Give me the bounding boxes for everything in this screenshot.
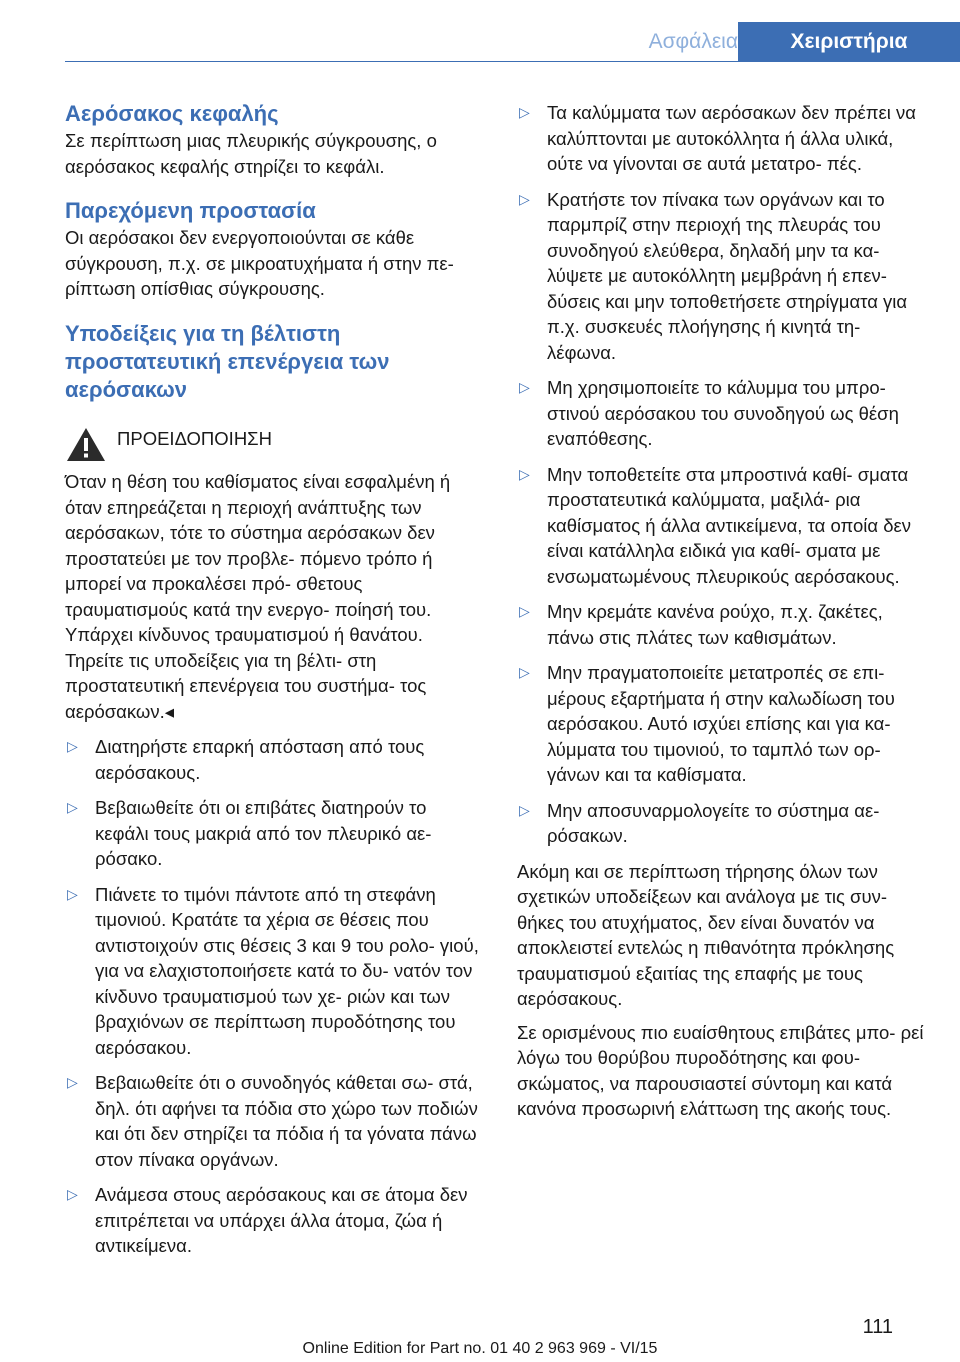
heading-protection: Παρεχόμενη προστασία bbox=[65, 198, 316, 223]
list-item: ▷ Μην αποσυναρμολογείτε το σύστημα αε‐ ρόσακων. bbox=[519, 799, 880, 846]
bullet-triangle-icon: ▷ bbox=[519, 664, 530, 680]
bullet-triangle-icon: ▷ bbox=[67, 1074, 78, 1090]
heading-head-airbag: Αερόσακος κεφαλής bbox=[65, 101, 279, 126]
bullet-triangle-icon: ▷ bbox=[67, 885, 78, 902]
list-item: ▷ Ανάμεσα στους αερόσακους και σε άτομα δεν επιτρέπεται να υπάρχει άλλα άτομα, ζώα ή αντικείμενα. bbox=[67, 1184, 468, 1256]
right-column bbox=[517, 100, 932, 1130]
bullet-triangle-icon: ▷ bbox=[519, 603, 530, 619]
paragraph-hearing: Σε ορισμένους πιο ευαίσθητους επιβάτες μπο‐ ρεί λόγω του θορύβου πυροδότησης και φου‐ σκώματος, να παρουσιαστεί σύντομη και κατά κανόνα προσωρινή ελάττωση της ακοής τους. bbox=[517, 1021, 924, 1119]
list-item: ▷ Πιάνετε το τιμόνι πάντοτε από τη στεφάνη τιμονιού. Κρατάτε τα χέρια σε θέσεις που αντιστοιχούν στις θέσεις 3 και 9 του ρολο‐ γιού, για να ελαχιστοποιήσετε κατά το δυ‐ νατόν τον κίνδυνο τραυματισμού των χε‐ ριών και των βραχιόνων σε περίπτωση πυροδότησης του αερόσακου. bbox=[67, 883, 479, 1058]
left-column bbox=[65, 100, 480, 1269]
warning-title: ΠΡΟΕΙΔΟΠΟΙΗΣΗ bbox=[117, 427, 272, 449]
list-item: ▷ Μη χρησιμοποιείτε το κάλυμμα του μπρο‐ στινού αερόσακου του συνοδηγού ως θέση εναπόθεσης. bbox=[519, 377, 899, 449]
list-item: ▷ Μην πραγματοποιείτε μετατροπές σε επι‐ μέρους εξαρτήματα ή στην καλωδίωση του αερόσακου. Αυτό ισχύει επίσης και για κα‐ λύμματα του τιμονιού, το ταμπλό των ορ‐ γάνων και τα καθίσματα. bbox=[519, 662, 895, 785]
bullet-triangle-icon: ▷ bbox=[519, 379, 530, 395]
bullet-triangle-icon: ▷ bbox=[67, 799, 78, 815]
list-item: ▷ Διατηρήστε επαρκή απόσταση από τους αερόσακους. bbox=[67, 736, 425, 783]
warning-triangle-icon bbox=[65, 426, 107, 470]
bullet-triangle-icon: ▷ bbox=[519, 190, 530, 207]
bullet-triangle-icon: ▷ bbox=[519, 104, 530, 120]
paragraph-head-airbag: Σε περίπτωση μιας πλευρικής σύγκρουσης, ο αερόσακος κεφαλής στηρίζει το κεφάλι. bbox=[65, 130, 437, 177]
warning-text: Όταν η θέση του καθίσματος είναι εσφαλμένη ή όταν επηρεάζεται η περιοχή ανάπτυξης των αερόσακων, τότε το σύστημα αερόσακων δεν προστατεύει με τον προβλε‐ πόμενο τρόπο ή μπορεί να προκαλέσει πρό‐ σθετους τραυματισμούς κατά την ενεργο‐ ποίησή του. Υπάρχει κίνδυνος τραυματισμού ή θανάτου. Τηρείτε τις υποδείξεις για τη βέλτι‐ στη προστατευτική επενέργεια του συστήμα‐ τος αερόσακων.◂ bbox=[65, 471, 451, 722]
page-number: 111 bbox=[862, 1316, 893, 1338]
list-item: ▷ Τα καλύμματα των αερόσακων δεν πρέπει να καλύπτονται με αυτοκόλλητα ή άλλα υλικά, ούτε να γίνονται σε αυτά μετατρο‐ πές. bbox=[519, 102, 916, 174]
bullet-triangle-icon: ▷ bbox=[67, 738, 78, 754]
list-item: ▷ Βεβαιωθείτε ότι ο συνοδηγός κάθεται σω‐ στά, δηλ. ότι αφήνει τα πόδια στο χώρο των ποδιών και ότι δεν στηρίζει τα πόδια ή τα γόνατα πάνω στον πίνακα οργάνων. bbox=[67, 1072, 478, 1170]
warning-block bbox=[65, 424, 480, 470]
header-chapter-tab: Χειριστήρια bbox=[738, 22, 960, 62]
right-bullet-list bbox=[517, 100, 932, 849]
paragraph-protection: Οι αερόσακοι δεν ενεργοποιούνται σε κάθε σύγκρουση, π.χ. σε μικροατυχήματα ή στην πε‐ ρίπτωση οπίσθιας σύγκρουσης. bbox=[65, 227, 454, 299]
list-item: ▷ Βεβαιωθείτε ότι οι επιβάτες διατηρούν το κεφάλι τους μακριά από τον πλευρικό αε‐ ρόσακο. bbox=[67, 797, 432, 869]
header-section-label: Ασφάλεια bbox=[648, 30, 738, 53]
bullet-triangle-icon: ▷ bbox=[67, 1186, 78, 1202]
list-item: ▷ Κρατήστε τον πίνακα των οργάνων και το παρμπρίζ στην περιοχή της πλευράς του συνοδηγού ελεύθερα, δηλαδή μην τα κα‐ λύψετε με αυτοκόλλητη μεμβράνη ή επεν‐ δύσεις και μην τοποθετήσετε στηρίγματα για π.χ. συσκευές πλοήγησης ή κινητά τη‐ λέφωνα. bbox=[519, 188, 908, 363]
list-item: ▷ Μην κρεμάτε κανένα ρούχο, π.χ. ζακέτες, πάνω στις πλάτες των καθισμάτων. bbox=[519, 601, 883, 648]
bullet-triangle-icon: ▷ bbox=[519, 801, 530, 818]
page-header bbox=[0, 0, 960, 62]
left-bullet-list bbox=[65, 734, 480, 1259]
list-item: ▷ Μην τοποθετείτε στα μπροστινά καθί‐ σματα προστατευτικά καλύμματα, μαξιλά‐ ρια καθίσματος ή άλλα αντικείμενα, τα οποία δεν είναι κατάλληλα ειδικά για καθί‐ σματα με ενσωματωμένους πλευρικούς αερόσακους. bbox=[519, 463, 912, 587]
bullet-triangle-icon: ▷ bbox=[519, 465, 530, 482]
heading-guidelines: Υποδείξεις για τη βέλτιστη προστατευτική επενέργεια των αερόσακων bbox=[65, 320, 390, 402]
paragraph-residual-risk: Ακόμη και σε περίπτωση τήρησης όλων των σχετικών υποδείξεων και ανάλογα με τις συν‐ θήκες του ατυχήματος, δεν είναι δυνατόν να αποκλειστεί εντελώς η πιθανότητα πρόκλησης τραυματισμού εξαιτίας της επαφής με τους αερόσακους. bbox=[517, 860, 895, 1009]
header-rule bbox=[65, 61, 960, 62]
edition-footer: Online Edition for Part no. 01 40 2 963 969 - VI/15 bbox=[302, 1340, 658, 1357]
